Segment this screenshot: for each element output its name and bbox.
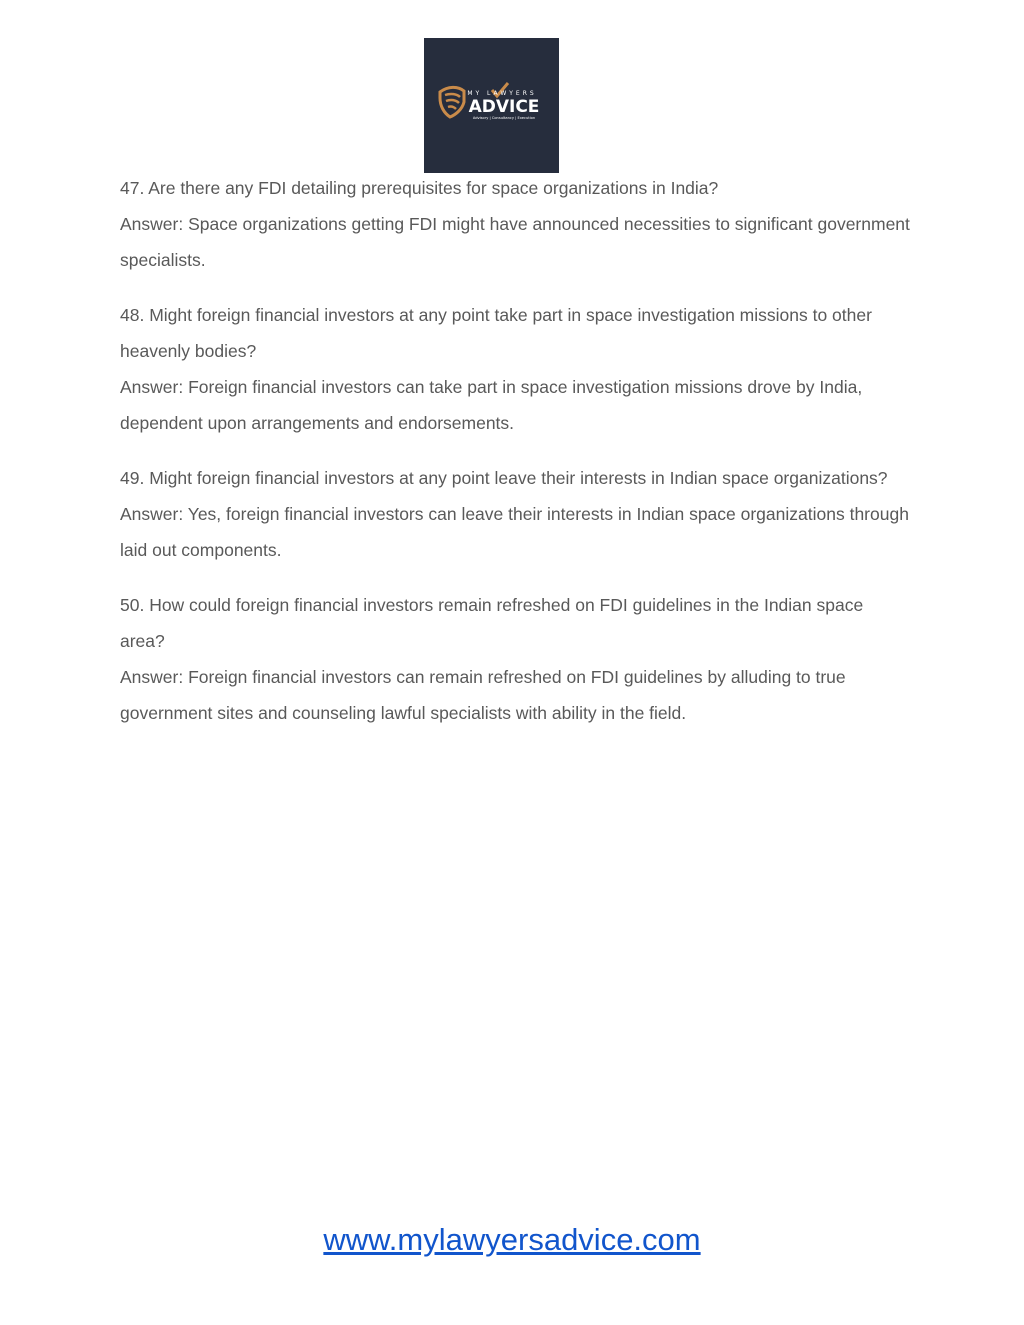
faq-question: 48. Might foreign financial investors at any point take part in space investigation missions to other heavenly bodies?: [120, 305, 872, 361]
faq-item-47: [120, 170, 910, 278]
shield-icon: [440, 87, 464, 117]
faq-item-48: [120, 297, 910, 441]
website-link[interactable]: www.mylawyersadvice.com: [323, 1222, 701, 1257]
faq-section: [120, 170, 910, 750]
faq-answer: Answer: Foreign financial investors can take part in space investigation missions drove by India, dependent upon arrangements and endorsements.: [120, 377, 863, 433]
faq-item-50: [120, 587, 910, 731]
footer: [0, 1220, 1024, 1260]
logo-graphic: [424, 38, 559, 173]
faq-item-49: [120, 460, 910, 568]
company-logo: [424, 38, 559, 173]
faq-answer: Answer: Yes, foreign financial investors can leave their interests in Indian space organizations through laid out components.: [120, 504, 909, 560]
faq-answer: Answer: Space organizations getting FDI might have announced necessities to significant government specialists.: [120, 214, 910, 270]
faq-answer: Answer: Foreign financial investors can remain refreshed on FDI guidelines by alluding to true government sites and counseling lawful specialists with ability in the field.: [120, 667, 846, 723]
faq-question: 50. How could foreign financial investors remain refreshed on FDI guidelines in the Indian space area?: [120, 595, 864, 651]
logo-tagline: Advisory | Consultancy | Execution: [472, 116, 536, 120]
faq-question: 49. Might foreign financial investors at any point leave their interests in Indian space organizations?: [120, 468, 888, 488]
logo-brand-text: ADVICE: [468, 97, 540, 117]
faq-question: 47. Are there any FDI detailing prerequisites for space organizations in India?: [120, 178, 719, 198]
logo-top-text: MY LAWYERS: [467, 90, 537, 97]
